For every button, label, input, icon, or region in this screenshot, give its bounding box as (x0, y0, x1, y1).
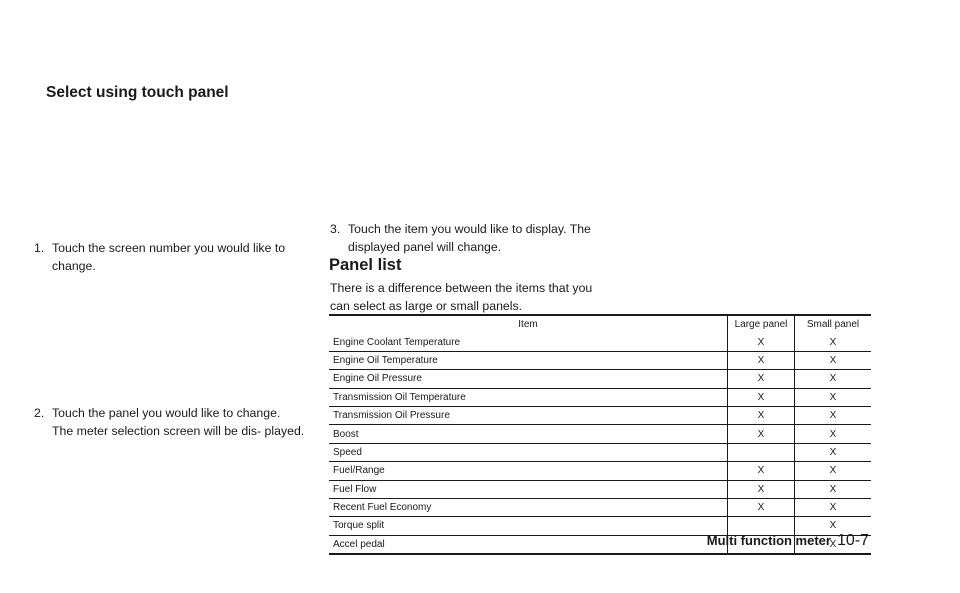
table-row (329, 443, 871, 461)
panel-list-heading: Panel list (329, 256, 402, 274)
step-text-continued: The meter selection screen will be dis- played. (52, 424, 305, 438)
table-row (329, 480, 871, 498)
large-panel-cell: X (728, 480, 795, 498)
step-text-continued: change. (52, 259, 96, 273)
table-body (329, 333, 871, 554)
small-panel-cell: X (795, 406, 872, 424)
small-panel-cell: X (795, 443, 872, 461)
column-header-small-panel: Small panel (795, 315, 872, 333)
item-cell: Accel pedal (333, 538, 385, 550)
large-panel-cell (728, 443, 795, 461)
large-panel-cell: X (728, 406, 795, 424)
large-panel-cell: X (728, 425, 795, 443)
small-panel-cell: X (795, 333, 872, 351)
section-title: Select using touch panel (46, 84, 229, 101)
large-panel-cell: X (728, 388, 795, 406)
item-cell: Transmission Oil Temperature (333, 391, 466, 403)
table-row (329, 333, 871, 351)
panel-list-intro: There is a difference between the items that you can select as large or small panels. (330, 281, 593, 313)
table-row (329, 406, 871, 424)
large-panel-cell: X (728, 370, 795, 388)
column-header-item: Item (518, 319, 538, 331)
small-panel-cell: X (795, 462, 872, 480)
item-cell: Engine Oil Temperature (333, 354, 438, 366)
large-panel-cell: X (728, 462, 795, 480)
column-header-large-panel: Large panel (728, 315, 795, 333)
panel-list-table (329, 314, 871, 555)
small-panel-cell: X (795, 480, 872, 498)
page-footer (707, 532, 869, 550)
step-number: 1. (34, 241, 45, 255)
large-panel-cell: X (728, 498, 795, 516)
page-number: 10-7 (836, 532, 869, 549)
small-panel-cell: X (795, 388, 872, 406)
table-row (329, 498, 871, 516)
item-cell: Fuel/Range (333, 465, 385, 477)
step-text: Touch the screen number you would like to (52, 241, 286, 255)
step-number: 3. (330, 222, 341, 236)
step-3 (330, 220, 600, 256)
large-panel-cell: X (728, 351, 795, 369)
item-cell: Recent Fuel Economy (333, 502, 432, 514)
table-row (329, 425, 871, 443)
step-2 (34, 404, 306, 440)
step-text-continued: displayed panel will change. (348, 240, 502, 254)
step-text: Touch the panel you would like to change. (52, 406, 281, 420)
small-panel-cell: X (795, 370, 872, 388)
small-panel-cell: X (795, 535, 872, 554)
table-row (329, 370, 871, 388)
small-panel-cell: X (795, 425, 872, 443)
step-text: Touch the item you would like to display. The (348, 222, 591, 236)
table-row (329, 388, 871, 406)
item-cell: Transmission Oil Pressure (333, 410, 450, 422)
table-row (329, 462, 871, 480)
item-cell: Boost (333, 428, 359, 440)
item-cell: Speed (333, 446, 362, 458)
item-cell: Torque split (333, 520, 385, 532)
step-1 (34, 239, 306, 275)
table-header-row (329, 315, 871, 333)
table-row (329, 351, 871, 369)
item-cell: Engine Coolant Temperature (333, 336, 461, 348)
step-number: 2. (34, 406, 45, 420)
small-panel-cell: X (795, 351, 872, 369)
footer-section-title: Multi function meter (706, 533, 831, 548)
item-cell: Engine Oil Pressure (333, 373, 422, 385)
item-cell: Fuel Flow (333, 483, 377, 495)
small-panel-cell: X (795, 517, 872, 535)
small-panel-cell: X (795, 498, 872, 516)
large-panel-cell: X (728, 333, 795, 351)
